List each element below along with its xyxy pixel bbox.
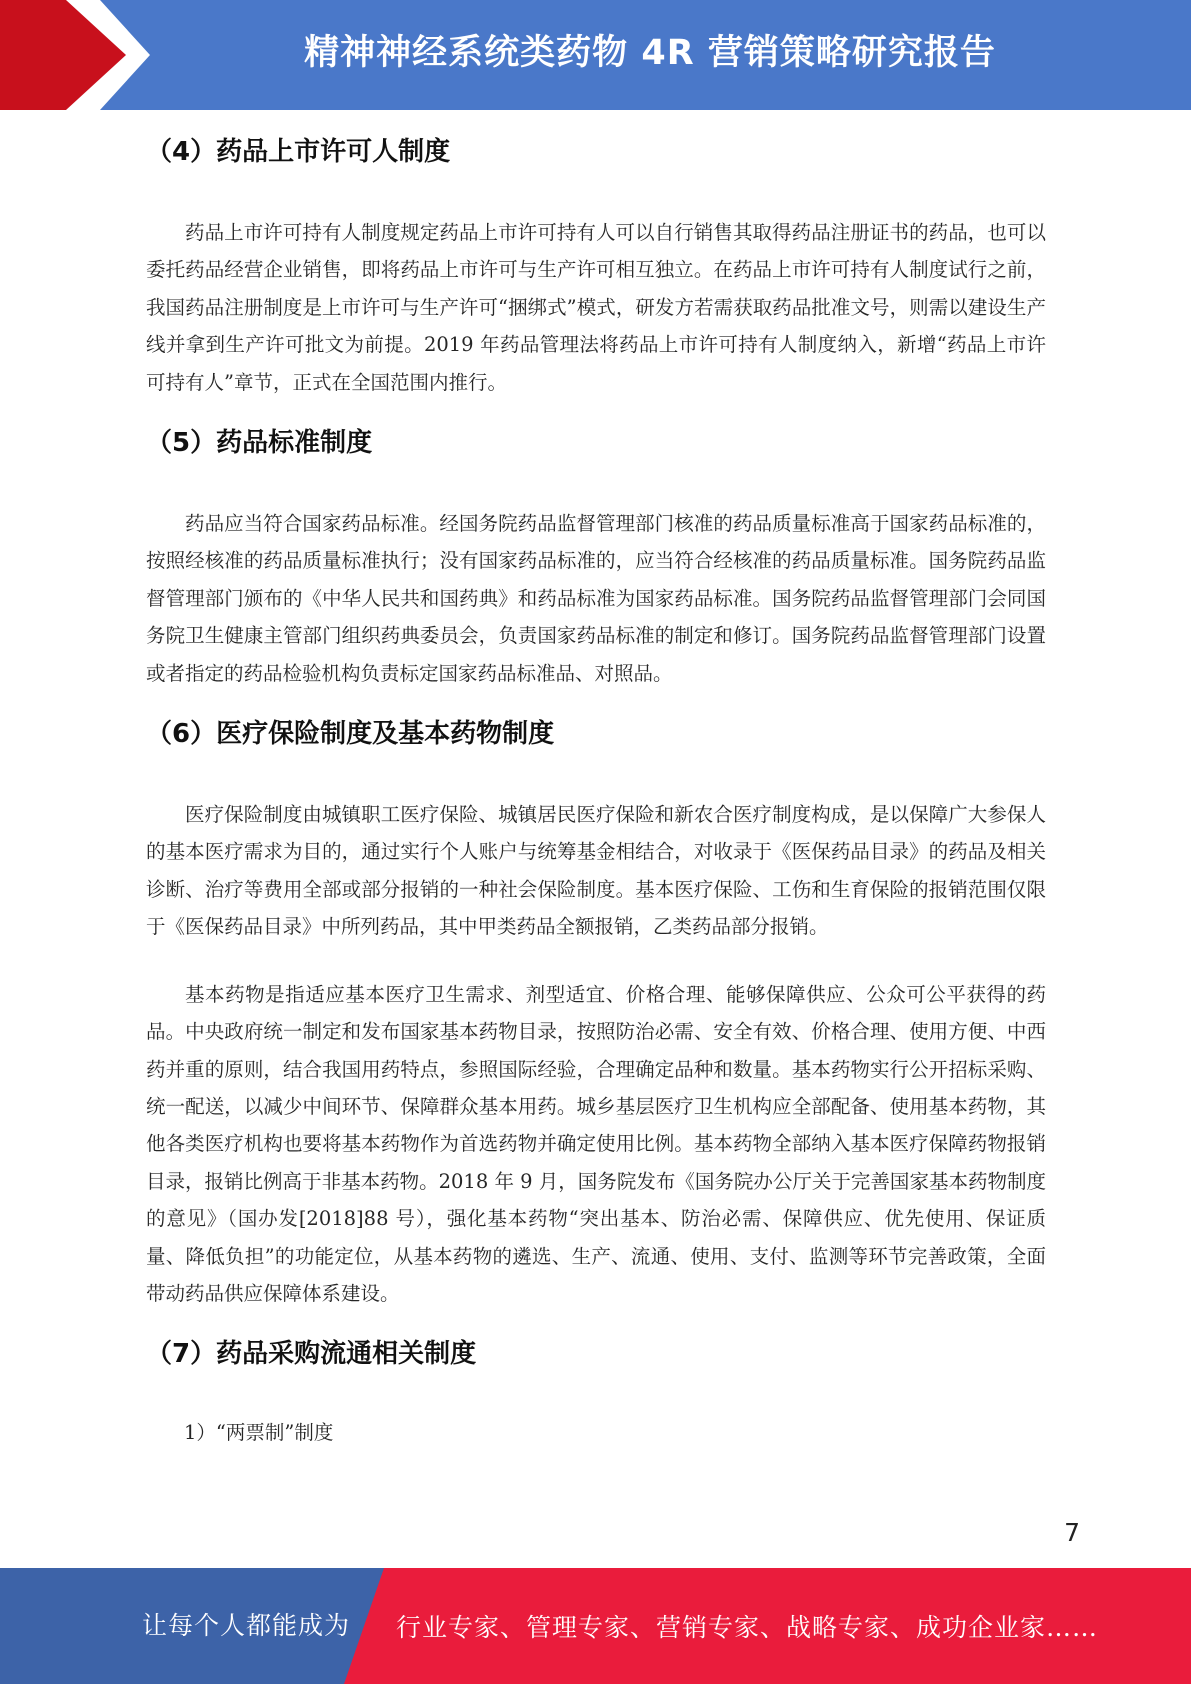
section-6-paragraph-1: 医疗保险制度由城镇职工医疗保险、城镇居民医疗保险和新农合医疗制度构成，是以保障广大参保人的基本医疗需求为目的，通过实行个人账户与统筹基金相结合，对收录于《医保药品目录》的药品及相关诊断、治疗等费用全部或部分报销的一种社会保险制度。基本医疗保险、工伤和生育保险的报销范围仅限于《医保药品目录》中所列药品，其中甲类药品全额报销，乙类药品部分报销。 xyxy=(146,803,1046,939)
section-6-paragraph-2: 基本药物是指适应基本医疗卫生需求、剂型适宜、价格合理、能够保障供应、公众可公平获得的药品。中央政府统一制定和发布国家基本药物目录，按照防治必需、安全有效、价格合理、使用方便、中西药并重的原则，结合我国用药特点，参照国际经验，合理确定品种和数量。基本药物实行公开招标采购、统一配送，以减少中间环节、保障群众基本用药。城乡基层医疗卫生机构应全部配备、使用基本药物，其他各类医疗机构也要将基本药物作为首选药物并确定使用比例。基本药物全部纳入基本医疗保障药物报销目录，报销比例高于非基本药物。2018 年 9 月，国务院发布《国务院办公厅关于完善国家基本药物制度的意见》（国办发[2018]88 号），强化基本药物“突出基本、防治必需、保障供应、优先使用、保证质量、降低负担”的功能定位，从基本药物的遴选、生产、流通、使用、支付、监测等环节完善政策，全面带动药品供应保障体系建设。 xyxy=(146,982,1046,1305)
section-heading-5: （5）药品标准制度 xyxy=(146,428,373,459)
page-content xyxy=(146,128,1046,1451)
section-5-paragraph-1: 药品应当符合国家药品标准。经国务院药品监督管理部门核准的药品质量标准高于国家药品标准的，按照经核准的药品质量标准执行；没有国家药品标准的，应当符合经核准的药品质量标准。国务院药品监督管理部门颁布的《中华人民共和国药典》和药品标准为国家药品标准。国务院药品监督管理部门会同国务院卫生健康主管部门组织药典委员会，负责国家药品标准的制定和修订。国务院药品监督管理部门设置或者指定的药品检验机构负责标定国家药品标准品、对照品。 xyxy=(146,512,1046,685)
page-footer xyxy=(0,1568,1191,1684)
section-heading-7: （7）药品采购流通相关制度 xyxy=(146,1339,477,1370)
section-heading-4: （4）药品上市许可人制度 xyxy=(146,137,451,167)
page-header xyxy=(0,0,1191,110)
page-number: 7 xyxy=(1064,1518,1080,1547)
footer-slogan-left: 让每个人都能成为 xyxy=(142,1611,351,1640)
section-4-paragraph-1: 药品上市许可持有人制度规定药品上市许可持有人可以自行销售其取得药品注册证书的药品，也可以委托药品经营企业销售，即将药品上市许可与生产许可相互独立。在药品上市许可持有人制度试行之前，我国药品注册制度是上市许可与生产许可“捆绑式”模式，研发方若需获取药品批准文号，则需以建设生产线并拿到生产许可批文为前提。2019 年药品管理法将药品上市许可持有人制度纳入，新增“药品上市许可持有人”章节，正式在全国范围内推行。 xyxy=(146,221,1046,394)
section-7-sub-item-1: 1）“两票制”制度 xyxy=(184,1421,334,1445)
header-title: 精神神经系统类药物 4R 营销策略研究报告 xyxy=(304,33,996,73)
section-heading-6: （6）医疗保险制度及基本药物制度 xyxy=(146,719,555,750)
footer-slogan-right: 行业专家、管理专家、营销专家、战略专家、成功企业家…… xyxy=(396,1613,1099,1642)
